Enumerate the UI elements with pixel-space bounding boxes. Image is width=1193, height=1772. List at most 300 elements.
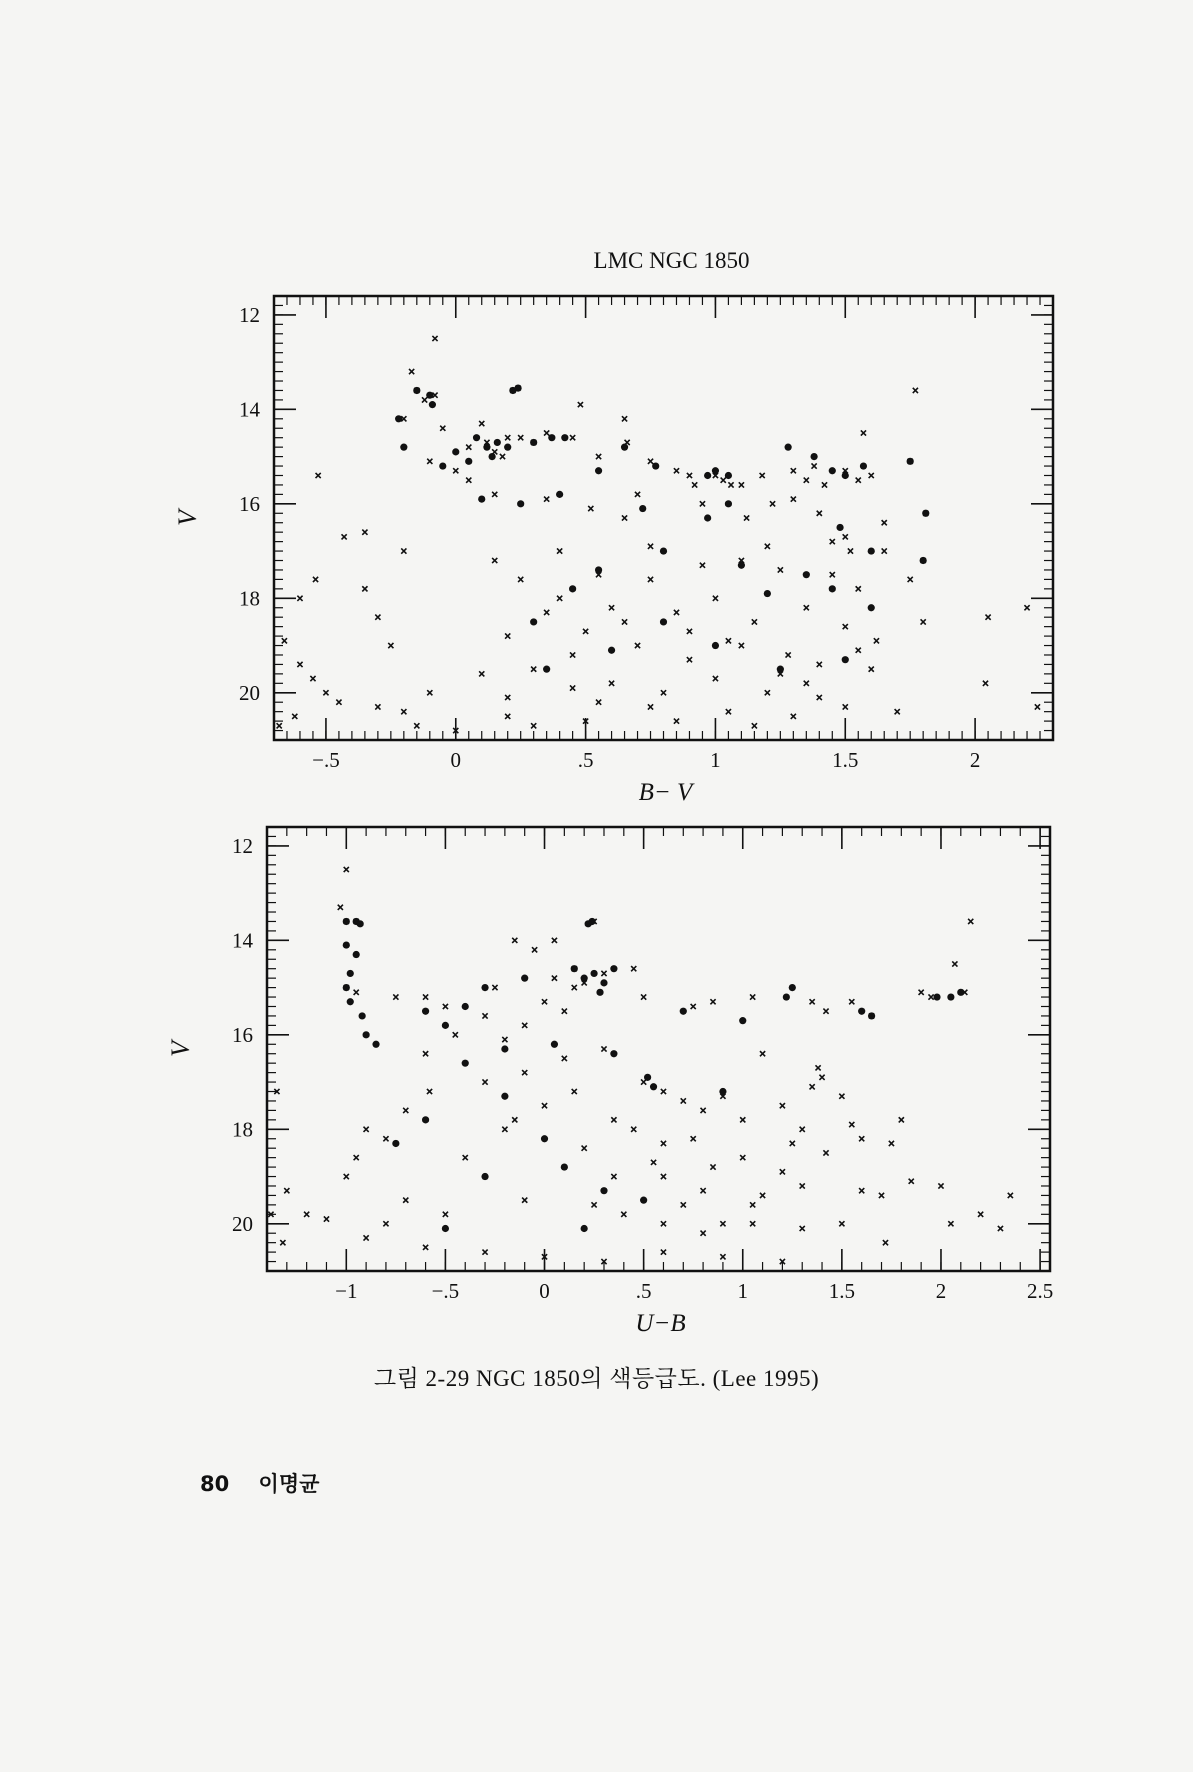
data-point-dot	[704, 514, 711, 521]
data-point-cross	[423, 1245, 428, 1250]
data-point-dot	[842, 656, 849, 663]
data-point-cross	[720, 1221, 725, 1226]
data-point-dot	[494, 439, 501, 446]
data-point-cross	[338, 905, 343, 910]
data-point-dot	[739, 1017, 746, 1024]
data-point-cross	[1024, 605, 1029, 610]
data-point-cross	[354, 990, 359, 995]
data-point-dot	[725, 500, 732, 507]
data-point-dot	[543, 666, 550, 673]
data-point-cross	[631, 1127, 636, 1132]
data-point-cross	[843, 624, 848, 629]
data-point-cross	[427, 1089, 432, 1094]
data-point-dot	[712, 467, 719, 474]
data-point-cross	[621, 1212, 626, 1217]
data-point-cross	[635, 643, 640, 648]
data-point-dot	[608, 647, 615, 654]
data-point-cross	[427, 690, 432, 695]
data-point-cross	[505, 435, 510, 440]
data-point-cross	[819, 1075, 824, 1080]
data-point-cross	[800, 1183, 805, 1188]
x-tick-label: 0	[539, 1279, 550, 1303]
data-point-cross	[791, 714, 796, 719]
data-point-dot	[868, 604, 875, 611]
data-point-cross	[786, 652, 791, 657]
data-point-cross	[661, 1221, 666, 1226]
data-point-cross	[760, 473, 765, 478]
data-point-dot	[829, 585, 836, 592]
data-point-cross	[823, 1009, 828, 1014]
data-point-cross	[572, 1089, 577, 1094]
data-point-cross	[403, 1198, 408, 1203]
data-point-dot	[860, 462, 867, 469]
data-point-cross	[848, 548, 853, 553]
x-tick-label: −1	[335, 1279, 358, 1303]
data-point-dot	[595, 566, 602, 573]
data-point-cross	[817, 695, 822, 700]
data-point-dot	[400, 444, 407, 451]
data-point-dot	[561, 434, 568, 441]
data-point-dot	[392, 1140, 399, 1147]
data-point-cross	[297, 662, 302, 667]
data-point-dot	[426, 392, 433, 399]
data-point-dot	[395, 415, 402, 422]
data-point-dot	[442, 1022, 449, 1029]
data-point-cross	[830, 572, 835, 577]
data-point-cross	[512, 938, 517, 943]
data-point-dot	[596, 989, 603, 996]
data-point-dot	[600, 1187, 607, 1194]
data-point-cross	[1008, 1193, 1013, 1198]
y-axis-label: V	[166, 1041, 195, 1057]
data-point-cross	[765, 690, 770, 695]
data-point-cross	[765, 544, 770, 549]
data-point-dot	[621, 444, 628, 451]
data-point-dot	[548, 434, 555, 441]
data-point-cross	[843, 534, 848, 539]
data-point-cross	[414, 723, 419, 728]
data-point-cross	[823, 1150, 828, 1155]
data-point-cross	[791, 468, 796, 473]
data-point-cross	[882, 520, 887, 525]
data-point-cross	[532, 947, 537, 952]
data-point-dot	[595, 467, 602, 474]
data-point-cross	[622, 416, 627, 421]
data-point-cross	[482, 1079, 487, 1084]
y-tick-label: 18	[232, 1117, 253, 1142]
data-point-cross	[403, 1108, 408, 1113]
data-point-cross	[423, 1051, 428, 1056]
data-point-dot	[422, 1116, 429, 1123]
data-point-dot	[704, 472, 711, 479]
chart-bv-cmd	[173, 248, 1053, 806]
data-point-dot	[725, 472, 732, 479]
data-point-cross	[830, 539, 835, 544]
data-point-cross	[482, 1250, 487, 1255]
data-point-cross	[631, 966, 636, 971]
data-point-cross	[700, 501, 705, 506]
data-point-cross	[364, 1127, 369, 1132]
data-point-dot	[556, 491, 563, 498]
data-point-cross	[687, 473, 692, 478]
data-point-dot	[481, 984, 488, 991]
data-point-cross	[740, 1155, 745, 1160]
data-point-cross	[770, 501, 775, 506]
data-point-cross	[572, 985, 577, 990]
data-point-cross	[661, 690, 666, 695]
data-point-dot	[590, 970, 597, 977]
data-point-cross	[752, 723, 757, 728]
data-point-cross	[383, 1136, 388, 1141]
data-point-cross	[681, 1202, 686, 1207]
data-point-cross	[443, 1212, 448, 1217]
data-point-cross	[710, 1164, 715, 1169]
data-point-cross	[502, 1037, 507, 1042]
data-point-cross	[651, 1160, 656, 1165]
data-point-cross	[502, 1127, 507, 1132]
data-point-cross	[388, 643, 393, 648]
data-point-cross	[292, 714, 297, 719]
data-point-cross	[874, 638, 879, 643]
data-point-cross	[635, 492, 640, 497]
data-point-dot	[530, 618, 537, 625]
data-point-cross	[552, 938, 557, 943]
data-point-cross	[383, 1221, 388, 1226]
data-point-cross	[710, 999, 715, 1004]
data-point-cross	[713, 676, 718, 681]
data-point-cross	[701, 1108, 706, 1113]
x-tick-label: 1	[737, 1279, 748, 1303]
data-point-cross	[869, 473, 874, 478]
data-point-cross	[895, 709, 900, 714]
data-point-dot	[764, 590, 771, 597]
data-point-cross	[726, 638, 731, 643]
chart-title: LMC NGC 1850	[593, 248, 750, 273]
data-point-cross	[542, 999, 547, 1004]
data-point-cross	[544, 610, 549, 615]
data-point-dot	[478, 496, 485, 503]
data-point-cross	[883, 1240, 888, 1245]
data-point-cross	[721, 478, 726, 483]
data-point-cross	[800, 1226, 805, 1231]
data-point-cross	[596, 700, 601, 705]
plot-frame	[274, 296, 1053, 740]
data-point-dot	[517, 500, 524, 507]
page-number: 80	[200, 1472, 230, 1496]
data-point-dot	[501, 1093, 508, 1100]
data-point-cross	[492, 492, 497, 497]
data-point-dot	[842, 472, 849, 479]
x-tick-label: −.5	[312, 748, 340, 772]
data-point-cross	[591, 1202, 596, 1207]
data-point-cross	[998, 1226, 1003, 1231]
data-point-dot	[372, 1041, 379, 1048]
data-point-cross	[804, 478, 809, 483]
data-point-dot	[836, 524, 843, 531]
data-point-cross	[790, 1141, 795, 1146]
data-point-cross	[641, 1079, 646, 1084]
data-point-dot	[777, 666, 784, 673]
data-point-dot	[521, 975, 528, 982]
data-point-cross	[800, 1127, 805, 1132]
data-point-dot	[600, 979, 607, 986]
data-point-dot	[569, 585, 576, 592]
data-point-cross	[552, 976, 557, 981]
data-point-cross	[453, 468, 458, 473]
data-point-cross	[443, 1004, 448, 1009]
data-point-dot	[639, 505, 646, 512]
data-point-cross	[648, 544, 653, 549]
data-point-cross	[760, 1051, 765, 1056]
data-point-cross	[427, 459, 432, 464]
data-point-dot	[785, 444, 792, 451]
data-point-cross	[463, 1155, 468, 1160]
data-point-cross	[810, 1084, 815, 1089]
data-point-cross	[522, 1198, 527, 1203]
data-point-cross	[393, 994, 398, 999]
data-point-cross	[791, 497, 796, 502]
data-point-dot	[541, 1135, 548, 1142]
data-point-cross	[952, 961, 957, 966]
data-point-cross	[364, 1235, 369, 1240]
data-point-dot	[501, 1045, 508, 1052]
y-tick-label: 12	[239, 302, 260, 327]
data-point-cross	[648, 704, 653, 709]
data-point-dot	[829, 467, 836, 474]
data-point-cross	[492, 985, 497, 990]
data-point-cross	[316, 473, 321, 478]
data-point-dot	[442, 1225, 449, 1232]
data-point-cross	[948, 1221, 953, 1226]
data-point-cross	[687, 657, 692, 662]
data-point-dot	[530, 439, 537, 446]
data-point-cross	[861, 430, 866, 435]
data-point-dot	[680, 1008, 687, 1015]
data-point-cross	[277, 723, 282, 728]
x-tick-label: 1.5	[832, 748, 859, 772]
data-point-dot	[933, 993, 940, 1000]
data-point-cross	[557, 548, 562, 553]
data-point-dot	[585, 920, 592, 927]
data-point-dot	[650, 1083, 657, 1090]
data-point-cross	[674, 610, 679, 615]
data-point-cross	[466, 478, 471, 483]
data-point-cross	[611, 1174, 616, 1179]
data-point-cross	[544, 497, 549, 502]
data-point-cross	[512, 1117, 517, 1122]
data-point-dot	[868, 1012, 875, 1019]
data-point-dot	[957, 989, 964, 996]
x-tick-label: .5	[635, 1279, 652, 1303]
data-point-cross	[479, 421, 484, 426]
data-point-cross	[531, 667, 536, 672]
data-point-cross	[542, 1103, 547, 1108]
y-tick-label: 18	[239, 586, 260, 611]
data-point-cross	[700, 563, 705, 568]
data-point-cross	[928, 994, 933, 999]
data-point-cross	[856, 478, 861, 483]
data-point-dot	[738, 562, 745, 569]
data-point-cross	[691, 1004, 696, 1009]
data-point-cross	[812, 463, 817, 468]
data-point-cross	[323, 690, 328, 695]
data-point-cross	[522, 1023, 527, 1028]
data-point-cross	[869, 667, 874, 672]
data-point-cross	[401, 548, 406, 553]
y-tick-label: 16	[232, 1022, 253, 1047]
data-point-cross	[780, 1103, 785, 1108]
data-point-dot	[343, 984, 350, 991]
data-point-dot	[907, 458, 914, 465]
data-point-cross	[713, 596, 718, 601]
author-name: 이명균	[258, 1472, 320, 1496]
x-tick-label: 2.5	[1026, 1279, 1054, 1303]
data-point-cross	[913, 388, 918, 393]
data-point-cross	[336, 700, 341, 705]
data-point-dot	[413, 387, 420, 394]
data-point-cross	[983, 681, 988, 686]
data-point-dot	[581, 1225, 588, 1232]
data-point-cross	[570, 685, 575, 690]
data-point-cross	[505, 633, 510, 638]
data-point-cross	[622, 619, 627, 624]
data-point-cross	[744, 515, 749, 520]
data-point-dot	[920, 557, 927, 564]
data-point-cross	[578, 402, 583, 407]
data-point-dot	[462, 1003, 469, 1010]
x-tick-label: 1.5	[828, 1279, 855, 1303]
data-point-dot	[783, 993, 790, 1000]
data-point-dot	[462, 1060, 469, 1067]
data-point-dot	[640, 1197, 647, 1204]
data-point-cross	[739, 482, 744, 487]
data-point-cross	[482, 1013, 487, 1018]
data-point-cross	[938, 1183, 943, 1188]
data-point-cross	[839, 1094, 844, 1099]
data-point-cross	[304, 1212, 309, 1217]
data-point-cross	[596, 454, 601, 459]
data-point-cross	[739, 643, 744, 648]
data-point-cross	[500, 454, 505, 459]
data-point-dot	[483, 444, 490, 451]
data-point-cross	[466, 445, 471, 450]
chart-ub-cmd	[166, 827, 1053, 1337]
data-point-cross	[859, 1188, 864, 1193]
data-point-dot	[489, 453, 496, 460]
data-point-cross	[582, 1146, 587, 1151]
data-point-cross	[557, 596, 562, 601]
data-point-cross	[583, 629, 588, 634]
data-point-cross	[375, 615, 380, 620]
data-point-cross	[324, 1216, 329, 1221]
data-point-dot	[343, 918, 350, 925]
data-point-cross	[661, 1250, 666, 1255]
data-point-dot	[610, 1050, 617, 1057]
data-point-cross	[601, 971, 606, 976]
data-point-cross	[280, 1240, 285, 1245]
data-point-cross	[354, 1155, 359, 1160]
data-point-cross	[817, 662, 822, 667]
data-point-dot	[359, 1012, 366, 1019]
data-point-dot	[571, 965, 578, 972]
data-point-cross	[310, 676, 315, 681]
data-point-dot	[811, 453, 818, 460]
data-point-dot	[660, 618, 667, 625]
data-point-cross	[362, 586, 367, 591]
y-axis-label: V	[173, 510, 202, 526]
data-point-cross	[856, 648, 861, 653]
x-axis-label: B− V	[638, 779, 693, 806]
data-point-dot	[357, 920, 364, 927]
data-point-cross	[622, 515, 627, 520]
data-point-cross	[760, 1193, 765, 1198]
data-point-cross	[648, 577, 653, 582]
data-point-cross	[750, 994, 755, 999]
data-point-cross	[479, 671, 484, 676]
data-point-cross	[687, 629, 692, 634]
data-point-cross	[908, 577, 913, 582]
data-point-cross	[701, 1231, 706, 1236]
data-point-dot	[363, 1031, 370, 1038]
data-point-cross	[692, 482, 697, 487]
data-point-dot	[561, 1163, 568, 1170]
x-tick-label: 1	[710, 748, 721, 772]
data-point-cross	[362, 530, 367, 535]
data-point-dot	[660, 547, 667, 554]
y-tick-label: 20	[239, 680, 260, 705]
data-point-cross	[843, 704, 848, 709]
data-point-cross	[1035, 704, 1040, 709]
y-tick-label: 12	[232, 833, 253, 858]
y-tick-label: 20	[232, 1211, 253, 1236]
data-point-cross	[778, 567, 783, 572]
y-tick-label: 14	[239, 397, 260, 422]
plot-frame	[267, 827, 1050, 1271]
data-point-cross	[518, 577, 523, 582]
data-point-cross	[822, 482, 827, 487]
data-point-cross	[609, 605, 614, 610]
x-tick-label: −.5	[431, 1279, 460, 1303]
data-point-cross	[879, 1193, 884, 1198]
data-point-dot	[712, 642, 719, 649]
data-point-cross	[601, 1046, 606, 1051]
data-point-cross	[839, 1221, 844, 1226]
data-point-dot	[481, 1173, 488, 1180]
data-point-cross	[804, 681, 809, 686]
data-point-cross	[810, 999, 815, 1004]
data-point-cross	[849, 1122, 854, 1127]
x-tick-label: 0	[450, 748, 462, 772]
data-point-dot	[644, 1074, 651, 1081]
data-point-cross	[728, 482, 733, 487]
x-tick-label: 2	[935, 1279, 947, 1303]
x-tick-label: .5	[577, 748, 594, 772]
data-point-cross	[570, 652, 575, 657]
data-point-dot	[439, 462, 446, 469]
data-point-dot	[719, 1088, 726, 1095]
data-point-cross	[531, 723, 536, 728]
data-point-cross	[492, 558, 497, 563]
data-point-cross	[882, 548, 887, 553]
data-point-cross	[674, 719, 679, 724]
data-point-cross	[750, 1221, 755, 1226]
data-point-cross	[921, 619, 926, 624]
x-tick-label: 2	[969, 748, 981, 772]
data-point-dot	[581, 975, 588, 982]
data-point-cross	[720, 1254, 725, 1259]
data-point-cross	[661, 1174, 666, 1179]
y-tick-label: 16	[239, 491, 260, 516]
